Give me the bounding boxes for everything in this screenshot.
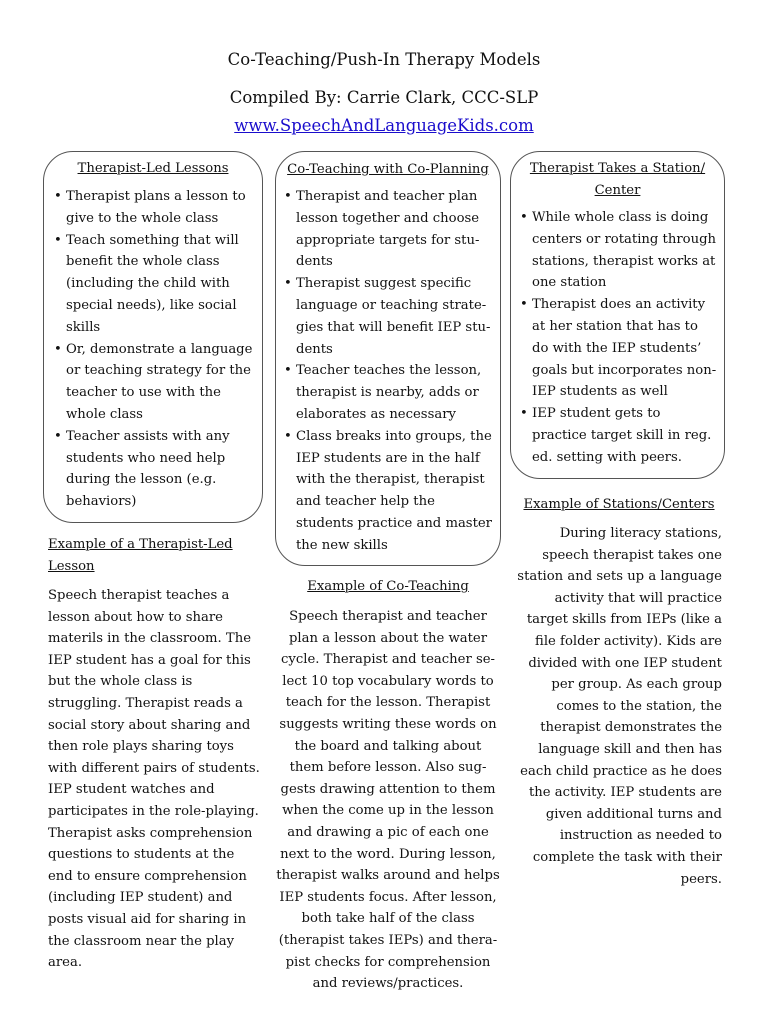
- list-item: • Therapist plans a lesson to give to the whole class: [54, 186, 254, 230]
- example-text-therapist-led: Speech therapist teaches a lesson about how to share materils in the classroom. The IEP student has a goal for this but the whole class is struggling. Therapist reads a social story about sharing and then role plays sharing toys with different pairs of students. IEP student watches and participates in the role-playing. Therapist asks comprehension questions to students at the end to ensure comprehension (including IEP student) and posts visual aid for sharing in the classroom near the play area.: [48, 588, 260, 971]
- model-bullets-co-teaching: [284, 186, 494, 557]
- example-heading-therapist-led: Example of a Therapist-Led Lesson: [48, 537, 233, 574]
- model-bullets-therapist-led: [54, 186, 254, 513]
- website-link[interactable]: www.SpeechAndLanguageKids.com: [234, 116, 534, 135]
- model-title: Therapist Takes a Station/ Center: [529, 161, 706, 198]
- list-item: • Therapist and teacher plan lesson together and choose appropriate targets for stu-dents: [284, 186, 494, 273]
- list-item: • Or, demonstrate a language or teaching strategy for the teacher to use with the whole class: [54, 339, 254, 426]
- list-item: • Teach something that will benefit the whole class (including the child with special needs), like social skills: [54, 230, 254, 339]
- model-title: Therapist-Led Lessons: [77, 161, 229, 176]
- document-title: Co-Teaching/Push-In Therapy Models: [227, 50, 541, 69]
- compiled-by: Compiled By: Carrie Clark, CCC-SLP: [229, 88, 539, 107]
- model-title: Co-Teaching with Co-Planning: [287, 162, 489, 177]
- model-bullets-station: [520, 207, 718, 469]
- example-text-station: During literacy stations, speech therapist takes one station and sets up a language activity that will practice target skills from IEPs (like a file folder activity). Kids are divided with one IEP student per group. As each group comes to the station, the therapist demonstrates the language skill and then has each child practice as he does the activity. IEP students are given additional turns and instruction as needed to complete the task with their peers.: [517, 526, 722, 887]
- list-item: • Therapist suggest specific language or teaching strate-gies that will benefit IEP stu-dents: [284, 273, 494, 360]
- list-item: • Teacher assists with any students who need help during the lesson (e.g. behaviors): [54, 426, 254, 513]
- list-item: • Class breaks into groups, the IEP students are in the half with the therapist, therapist and teacher help the students practice and master the new skills: [284, 426, 494, 557]
- list-item: • IEP student gets to practice target skill in reg. ed. setting with peers.: [520, 403, 718, 468]
- example-text-co-teaching: Speech therapist and teacher plan a lesson about the water cycle. Therapist and teacher se-lect 10 top vocabulary words to teach for the lesson. Therapist suggests writing these words on the board and talking about them before lesson. Also sug-gests drawing attention to them when the come up in the lesson and drawing a pic of each one next to the word. During lesson, therapist walks around and helps IEP students focus. After lesson, both take half of the class (therapist takes IEPs) and thera-pist checks for comprehension and reviews/practices.: [276, 609, 500, 992]
- example-heading-station: Example of Stations/Centers: [523, 497, 715, 512]
- list-item: • Therapist does an activity at her station that has to do with the IEP students’ goals but incorporates non-IEP students as well: [520, 294, 718, 403]
- example-heading-co-teaching: Example of Co-Teaching: [307, 579, 469, 594]
- list-item: • While whole class is doing centers or rotating through stations, therapist works at one station: [520, 207, 718, 294]
- list-item: • Teacher teaches the lesson, therapist is nearby, adds or elaborates as necessary: [284, 360, 494, 425]
